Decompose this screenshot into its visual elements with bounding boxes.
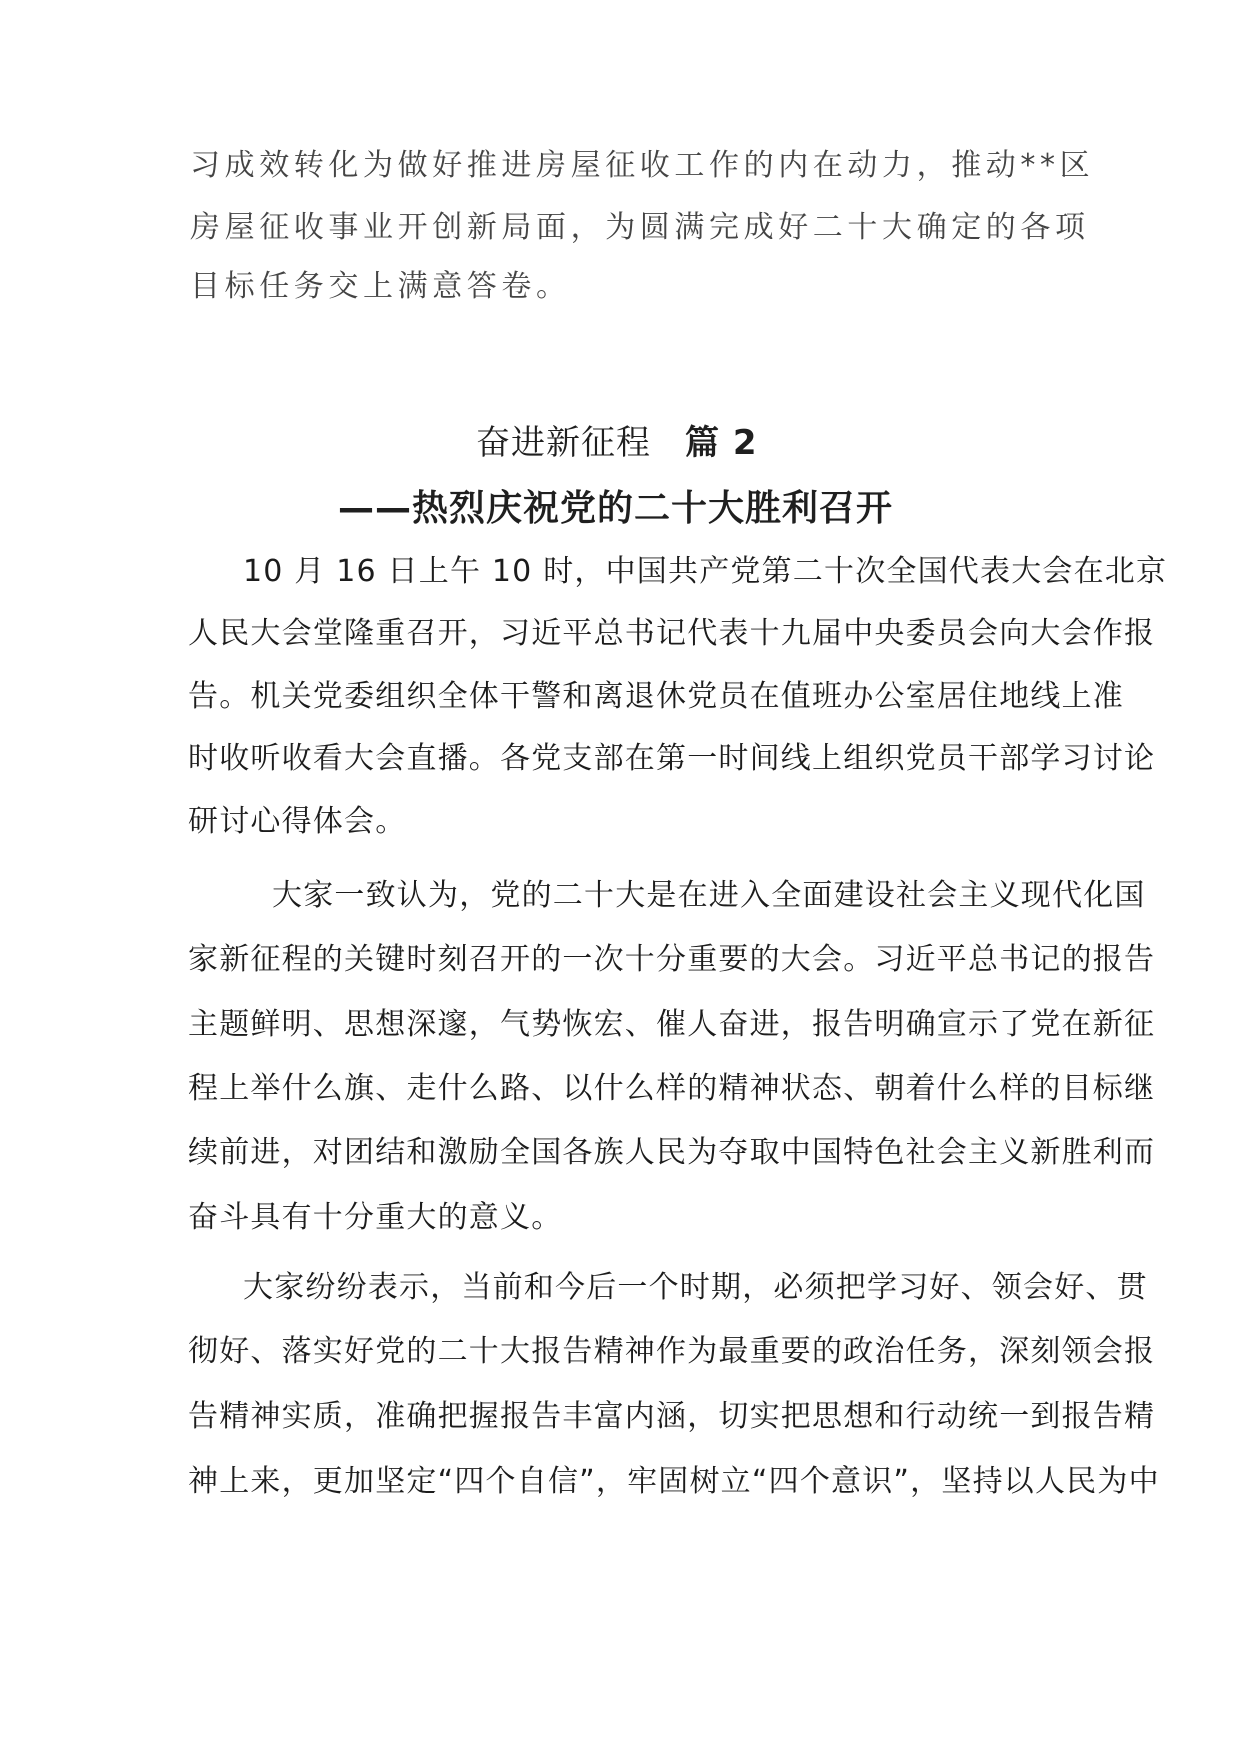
paragraph-line: 程上举什么旗、走什么路、以什么样的精神状态、朝着什么样的目标继	[188, 1071, 1156, 1106]
paragraph-line: 续前进，对团结和激励全国各族人民为夺取中国特色社会主义新胜利而	[188, 1135, 1156, 1170]
paragraph-line: 家新征程的关键时刻召开的一次十分重要的大会。习近平总书记的报告	[188, 942, 1156, 977]
section-part-label: 篇 2	[685, 423, 758, 463]
paragraph-line: 时收听收看大会直播。各党支部在第一时间线上组织党员干部学习讨论	[188, 741, 1156, 776]
paragraph-line: 彻好、落实好党的二十大报告精神作为最重要的政治任务，深刻领会报	[188, 1334, 1156, 1369]
paragraph-line: 人民大会堂隆重召开，习近平总书记代表十九届中央委员会向大会作报	[188, 616, 1156, 651]
paragraph-line: 告。机关党委组织全体干警和离退休党员在值班办公室居住地线上准	[188, 679, 1124, 714]
paragraph-line: 神上来，更加坚定“四个自信”，牢固树立“四个意识”，坚持以人民为中	[188, 1464, 1160, 1499]
paragraph-line: 奋斗具有十分重大的意义。	[188, 1200, 563, 1235]
paragraph-line: 研讨心得体会。	[188, 804, 407, 839]
section-title-text: 奋进新征程	[476, 423, 651, 463]
paragraph-line: 大家纷纷表示，当前和今后一个时期，必须把学习好、领会好、贯	[243, 1270, 1148, 1305]
section-subtitle: ——热烈庆祝党的二十大胜利召开	[338, 488, 894, 529]
intro-line: 习成效转化为做好推进房屋征收工作的内在动力，推动**区	[190, 148, 1095, 183]
section-title	[476, 420, 758, 466]
paragraph-line: 大家一致认为，党的二十大是在进入全面建设社会主义现代化国	[272, 878, 1146, 913]
paragraph-line: 10 月 16 日上午 10 时，中国共产党第二十次全国代表大会在北京	[243, 554, 1168, 589]
paragraph-line: 告精神实质，准确把握报告丰富内涵，切实把思想和行动统一到报告精	[188, 1399, 1156, 1434]
intro-line: 目标任务交上满意答卷。	[190, 269, 571, 304]
paragraph-line: 主题鲜明、思想深邃，气势恢宏、催人奋进，报告明确宣示了党在新征	[188, 1007, 1156, 1042]
intro-line: 房屋征收事业开创新局面，为圆满完成好二十大确定的各项	[190, 210, 1090, 245]
